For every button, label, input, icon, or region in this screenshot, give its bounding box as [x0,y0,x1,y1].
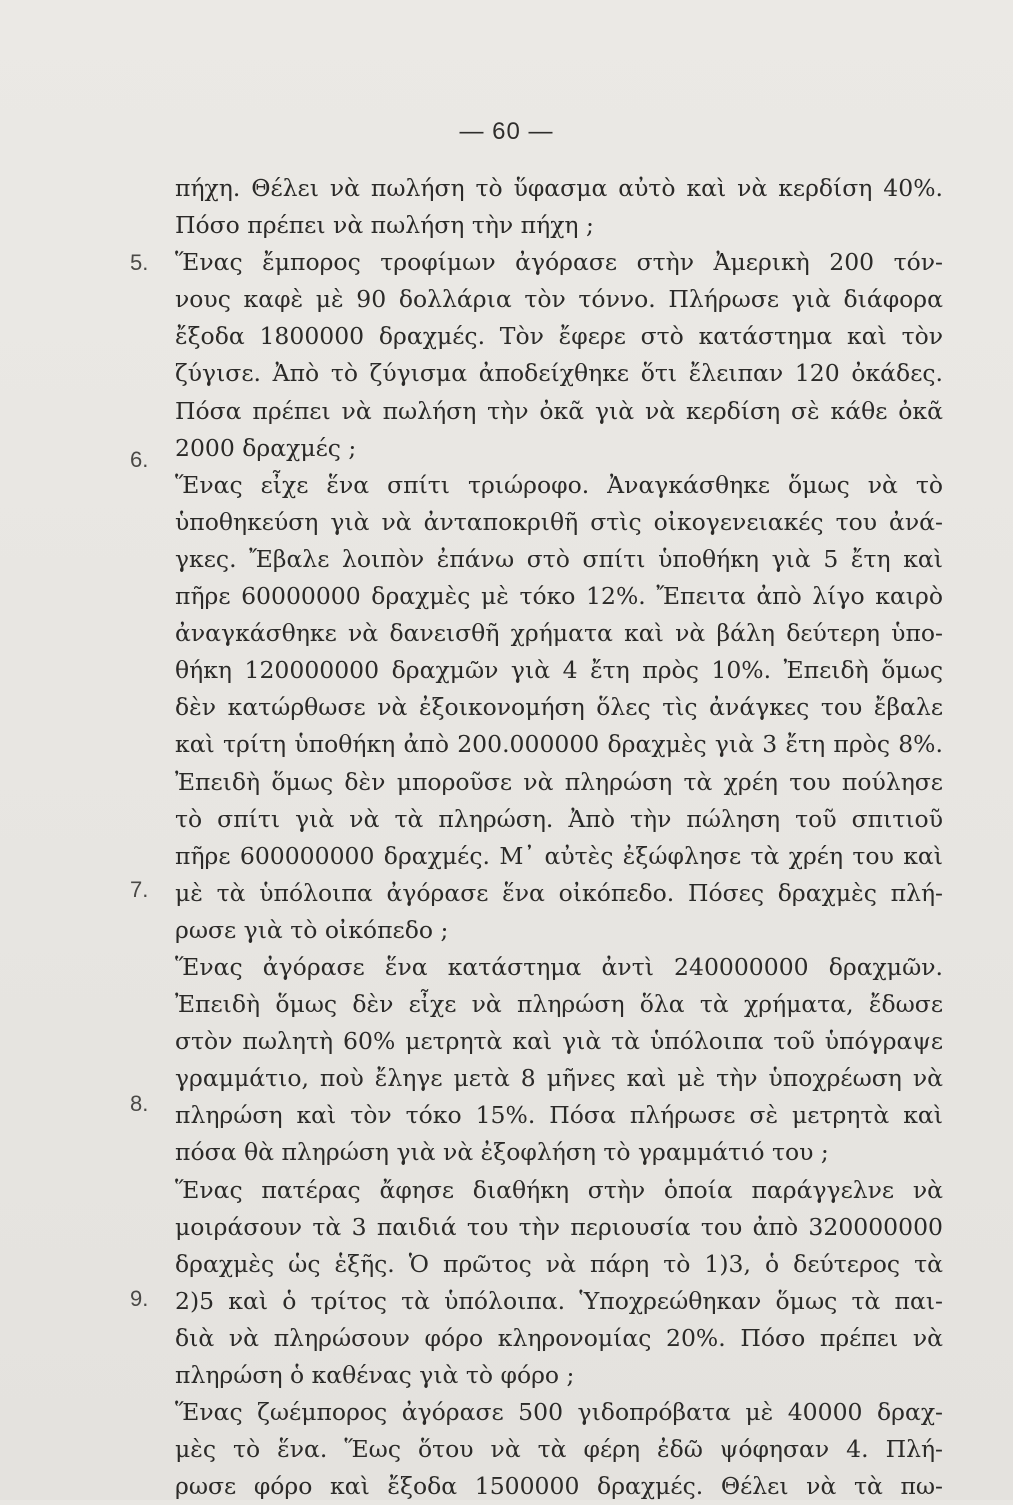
text-line: πληρώση καὶ τὸν τόκο 15%. Πόσα πλήρωσε σὲ μετρητὰ καὶ [175,1101,943,1130]
text-line: πῆρε 60000000 δραχμὲς μὲ τόκο 12%. Ἔπειτα ἀπὸ λίγο καιρὸ [175,582,943,611]
text-line: δραχμὲς ὡς ἑξῆς. Ὁ πρῶτος νὰ πάρη τὸ 1)3, ὁ δεύτερος τὰ [175,1249,943,1278]
text-line: πῆρε 600000000 δραχμές. Μ᾽ αὐτὲς ἐξώφλησε τὰ χρέη του καὶ [175,841,943,870]
problem-number-6: 6. [130,447,149,472]
text-line: Ἐπειδὴ ὅμως δὲν μποροῦσε νὰ πληρώση τὰ χρέη του πούλησε [175,767,943,796]
text-line: μὲ τὰ ὑπόλοιπα ἀγόρασε ἕνα οἰκόπεδο. Πόσες δραχμὲς πλή- [175,878,943,907]
text-line: ἔξοδα 1800000 δραχμές. Τὸν ἔφερε στὸ κατάστημα καὶ τὸν [175,322,943,351]
text-line: γκες. Ἔβαλε λοιπὸν ἐπάνω στὸ σπίτι ὑποθήκη γιὰ 5 ἔτη καὶ [175,544,943,573]
page-number: — 60 — [459,118,554,145]
text-line: Ἕνας εἶχε ἕνα σπίτι τριώροφο. Ἀναγκάσθηκε ὅμως νὰ τὸ [175,470,943,499]
text-line: ζύγισε. Ἀπὸ τὸ ζύγισμα ἀποδείχθηκε ὅτι ἔλειπαν 120 ὀκάδες. [175,359,943,388]
text-line: πόσα θὰ πληρώση γιὰ νὰ ἐξοφλήση τὸ γραμμάτιό του ; [175,1138,829,1167]
problem-number-7: 7. [130,877,149,902]
text-line: θήκη 120000000 δραχμῶν γιὰ 4 ἔτη πρὸς 10%. Ἐπειδὴ ὅμως [175,656,943,685]
text-line: γραμμάτιο, ποὺ ἔληγε μετὰ 8 μῆνες καὶ μὲ τὴν ὑποχρέωση νὰ [175,1064,943,1093]
text-line: Ἕνας πατέρας ἄφησε διαθήκη στὴν ὁποία παράγγελνε νὰ [175,1175,943,1204]
text-line: καὶ τρίτη ὑποθήκη ἀπὸ 200.000000 δραχμὲς γιὰ 3 ἔτη πρὸς 8%. [175,730,943,759]
problem-number-8: 8. [130,1091,149,1116]
text-line: 2000 δραχμές ; [175,433,357,462]
text-line: Ἕνας ζωέμπορος ἀγόρασε 500 γιδοπρόβατα μὲ 40000 δραχ- [175,1398,943,1427]
problem-number-5: 5. [130,250,149,275]
text-line: 2)5 καὶ ὁ τρίτος τὰ ὑπόλοιπα. Ὑποχρεώθηκαν ὅμως τὰ παι- [175,1286,943,1315]
body-text [175,170,943,1505]
text-line: δὲν κατώρθωσε νὰ ἐξοικονομήση ὅλες τὶς ἀνάγκες του ἔβαλε [175,693,943,722]
text-line: ρωσε γιὰ τὸ οἰκόπεδο ; [175,915,449,944]
text-line: Πόσα πρέπει νὰ πωλήση τὴν ὀκᾶ γιὰ νὰ κερδίση σὲ κάθε ὀκᾶ [175,396,943,425]
text-line: Πόσο πρέπει νὰ πωλήση τὴν πήχη ; [175,211,594,240]
text-line: πήχη. Θέλει νὰ πωλήση τὸ ὕφασμα αὐτὸ καὶ νὰ κερδίση 40%. [175,174,943,202]
text-line: Ἐπειδὴ ὅμως δὲν εἶχε νὰ πληρώση ὅλα τὰ χρήματα, ἔδωσε [175,990,943,1019]
text-line: πληρώση ὁ καθένας γιὰ τὸ φόρο ; [175,1361,575,1389]
text-line: ἀναγκάσθηκε νὰ δανεισθῆ χρήματα καὶ νὰ βάλη δεύτερη ὑπο- [175,619,943,648]
text-line: στὸν πωλητὴ 60% μετρητὰ καὶ γιὰ τὰ ὑπόλοιπα τοῦ ὑπόγραψε [175,1027,943,1056]
text-line: μὲς τὸ ἕνα. Ἕως ὅτου νὰ τὰ φέρη ἐδῶ ψόφησαν 4. Πλή- [175,1435,943,1464]
problem-number-9: 9. [130,1286,149,1311]
text-line: ὑποθηκεύση γιὰ νὰ ἀνταποκριθῆ στὶς οἰκογενειακές του ἀνά- [175,507,943,536]
text-line: διὰ νὰ πληρώσουν φόρο κληρονομίας 20%. Πόσο πρέπει νὰ [175,1323,943,1352]
text-line: Ἕνας ἔμπορος τροφίμων ἀγόρασε στὴν Ἀμερικὴ 200 τόν- [175,248,943,277]
text-line: μοιράσουν τὰ 3 παιδιά του τὴν περιουσία του ἀπὸ 320000000 [175,1212,943,1241]
text-line: νους καφὲ μὲ 90 δολλάρια τὸν τόννο. Πλήρωσε γιὰ διάφορα [175,285,943,314]
text-line: ρωσε φόρο καὶ ἔξοδα 1500000 δραχμές. Θέλει νὰ τὰ πω- [175,1472,943,1501]
text-line: τὸ σπίτι γιὰ νὰ τὰ πληρώση. Ἀπὸ τὴν πώληση τοῦ σπιτιοῦ [175,804,943,833]
text-line: Ἕνας ἀγόρασε ἕνα κατάστημα ἀντὶ 240000000 δραχμῶν. [175,952,943,981]
